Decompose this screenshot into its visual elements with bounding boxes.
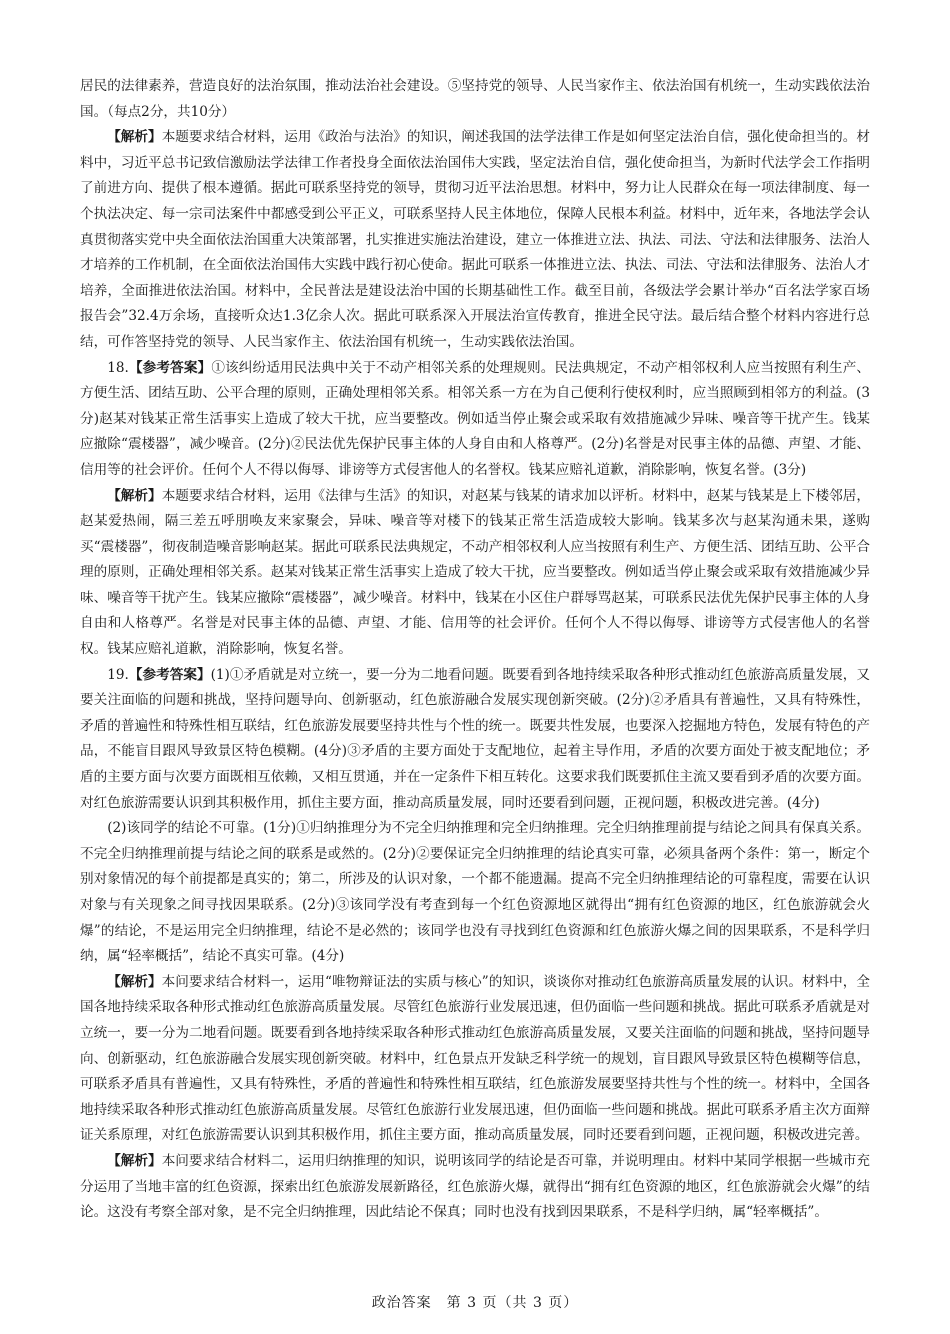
question-number-19: 19. <box>107 666 129 683</box>
page-footer: 政治答案 第 3 页（共 3 页） <box>371 1295 579 1311</box>
analysis18-paragraph <box>80 484 870 663</box>
answer18-text: ①该纠纷适用民法典中关于不动产相邻关系的处理规则。民法典规定，不动产相邻权利人应当按照有利生产、方便生活、团结互助、公平合理的原则，正确处理相邻关系。相邻关系一方在为自己便利行使权利时，应当照顾到相邻方的利益。(3分)赵某对钱某正常生活事实上造成了较大干扰，应当要整改。例如适当停止聚会或采取有效措施减少异味、噪音等干扰产生。钱某应撤除“震楼器”，减少噪音。(2分)②民法优先保护民事主体的人身自由和人格尊严。(2分)名誉是对民事主体的品德、声望、才能、信用等的社会评价。任何个人不得以侮辱、诽谤等方式侵害他人的名誉权。钱某应赔礼道歉，消除影响，恢复名誉。(3分) <box>80 359 871 478</box>
reference-answer-tag: 【参考答案】 <box>128 359 212 376</box>
reference-answer-tag: 【参考答案】 <box>128 666 211 683</box>
analysis-tag: 【解析】 <box>107 487 162 504</box>
answer19-part1-text: (1)①矛盾就是对立统一，要一分为二地看问题。既要看到各地持续采取各种形式推动红色旅游高质量发展，又要关注面临的问题和挑战，坚持问题导向、创新驱动，红色旅游融合发展实现创新突破。(2分)②矛盾具有普遍性，又具有特殊性，矛盾的普遍性和特殊性相互联结，红色旅游发展要坚持共性与个性的统一。既要共性发展，也要深入挖掘地方特色，发展有特色的产品，不能盲目跟风导致景区特色模糊。(4分)③矛盾的主要方面处于支配地位，起着主导作用，矛盾的次要方面处于被支配地位；矛盾的主要方面与次要方面既相互依赖，又相互贯通，并在一定条件下相互转化。这要求我们既要抓住主流又要看到矛盾的次要方面。对红色旅游需要认识到其积极作用，抓住主要方面，推动高质量发展，同时还要看到问题，正视问题，积极改进完善。(4分) <box>80 666 871 811</box>
analysis17-paragraph <box>80 125 870 355</box>
analysis-tag: 【解析】 <box>107 973 162 990</box>
analysis-tag: 【解析】 <box>107 1152 162 1169</box>
analysis19a-text: 本问要求结合材料一，运用“唯物辩证法的实质与核心”的知识，谈谈你对推动红色旅游高质量发展的认识。材料中，全国各地持续采取各种形式推动红色旅游高质量发展。尽管红色旅游行业发展迅速，但仍面临一些问题和挑战。据此可联系矛盾就是对立统一，要一分为二地看问题。既要看到各地持续采取各种形式推动红色旅游高质量发展，又要关注面临的问题和挑战，坚持问题导向、创新驱动，红色旅游融合发展实现创新突破。材料中，红色景点开发缺乏科学统一的规划，盲目跟风导致景区特色模糊等信息，可联系矛盾具有普遍性，又具有特殊性，矛盾的普遍性和特殊性相互联结，红色旅游发展要坚持共性与个性的统一。材料中，全国各地持续采取各种形式推动红色旅游高质量发展。尽管红色旅游行业发展迅速，但仍面临一些问题和挑战。据此可联系矛盾主次方面辩证关系原理，对红色旅游需要认识到其积极作用，抓住主要方面，推动高质量发展，同时还要看到问题，正视问题，积极改进完善。 <box>80 973 870 1144</box>
analysis-tag: 【解析】 <box>107 129 162 146</box>
analysis19a-paragraph <box>80 970 870 1149</box>
analysis19b-paragraph <box>80 1149 870 1226</box>
analysis18-text: 本题要求结合材料，运用《法律与生活》的知识，对赵某与钱某的请求加以评析。材料中，赵某与钱某是上下楼邻居，赵某爱热闹，隔三差五呼朋唤友来家聚会，异味、噪音等对楼下的钱某正常生活造成较大影响。钱某多次与赵某沟通未果，遂购买“震楼器”，彻夜制造噪音影响赵某。据此可联系民法典规定，不动产相邻权利人应当按照有利生产、方便生活、团结互助、公平合理的原则，正确处理相邻关系。赵某对钱某正常生活事实上造成了较大干扰，应当要整改。例如适当停止聚会或采取有效措施减少异味、噪音等干扰产生。钱某应撤除“震楼器”，减少噪音。材料中，钱某在小区住户群辱骂赵某，可联系民法优先保护民事主体的人身自由和人格尊严。名誉是对民事主体的品德、声望、才能、信用等的社会评价。任何个人不得以侮辱、诽谤等方式侵害他人的名誉权。钱某应赔礼道歉，消除影响，恢复名誉。 <box>80 487 871 658</box>
answer19-part2-paragraph: (2)该同学的结论不可靠。(1分)①归纳推理分为不完全归纳推理和完全归纳推理。完全归纳推理前提与结论之间具有保真关系。不完全归纳推理前提与结论之间的联系是或然的。(2分)②要保证完全归纳推理的结论真实可靠，必须具备两个条件：第一，断定个别对象情况的每个前提都是真实的；第二，所涉及的认识对象，一个都不能遗漏。提高不完全归纳推理结论的可靠程度，需要在认识对象与有关现象之间寻找因果联系。(2分)③该同学没有考查到每一个红色资源地区就得出“拥有红色资源的地区，红色旅游就会火爆”的结论，不是运用完全归纳推理，结论不是必然的；该同学也没有寻找到红色资源和红色旅游火爆之间的因果联系，不是科学归纳，属“轻率概括”，结论不真实可靠。(4分) <box>80 820 870 965</box>
answer17-continuation: 居民的法律素养，营造良好的法治氛围，推动法治社会建设。⑤坚持党的领导、人民当家作主、依法治国有机统一，生动实践依法治国。（每点2分，共10分） <box>80 78 870 120</box>
analysis17-text: 本题要求结合材料，运用《政治与法治》的知识，阐述我国的法学法律工作是如何坚定法治自信，强化使命担当的。材料中，习近平总书记致信激励法学法律工作者投身全面依法治国伟大实践，坚定法治自信，强化使命担当，为新时代法学会工作指明了前进方向、提供了根本遵循。据此可联系坚持党的领导，贯彻习近平法治思想。材料中，努力让人民群众在每一项法律制度、每一个执法决定、每一宗司法案件中都感受到公平正义，可联系坚持人民主体地位，保障人民根本利益。材料中，近年来，各地法学会认真贯彻落实党中央全面依法治国重大决策部署，扎实推进实施法治建设，建立一体推进立法、执法、司法、守法和法律服务、法治人才培养的工作机制，在全面依法治国伟大实践中践行初心使命。据此可联系一体推进立法、执法、司法、守法和法律服务、法治人才培养，全面推进依法治国。材料中，全民普法是建设法治中国的长期基础性工作。截至目前，各级法学会累计举办“百名法学家百场报告会”32.4万余场，直接听众达1.3亿余人次。据此可联系深入开展法治宣传教育，推进全民守法。最后结合整个材料内容进行总结，可作答坚持党的领导、人民当家作主、依法治国有机统一，生动实践依法治国。 <box>80 129 871 350</box>
analysis19b-text: 本问要求结合材料二，运用归纳推理的知识，说明该同学的结论是否可靠，并说明理由。材料中某同学根据一些城市充分运用了当地丰富的红色资源，探索出红色旅游发展新路径，红色旅游火爆，就得出“拥有红色资源的地区，红色旅游就会火爆”的结论。这没有考察全部对象，是不完全归纳推理，因此结论不保真；同时也没有找到因果联系，不是科学归纳，属“轻率概括”。 <box>80 1152 871 1221</box>
answer18-paragraph <box>80 356 870 484</box>
question-number-18: 18. <box>107 359 129 376</box>
answer19-part1-paragraph <box>80 663 870 817</box>
